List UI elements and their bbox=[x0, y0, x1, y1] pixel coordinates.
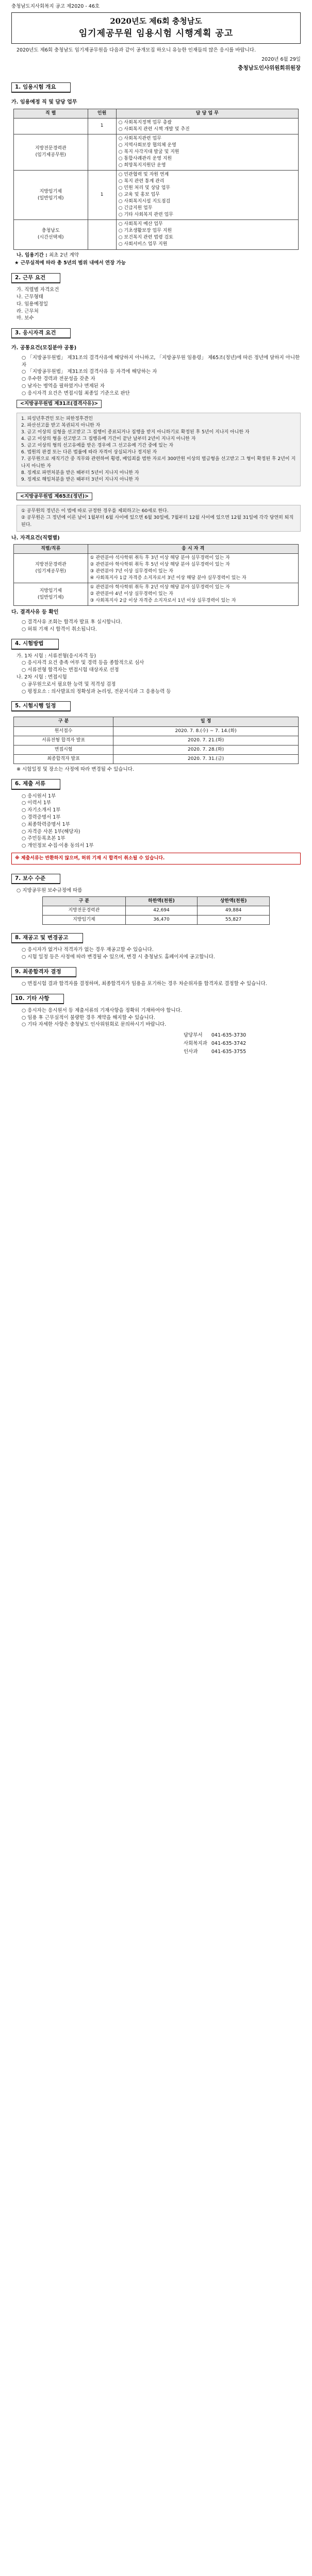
requirement-line: ○ 남자는 병역을 필하였거나 면제된 자 bbox=[22, 383, 105, 389]
pay-type: 지방임기제 bbox=[43, 915, 126, 924]
duties-rank: 지방전문경력관 (임기제공무원) bbox=[14, 134, 88, 170]
qualification-item: ③ 사회복지사 2급 이상 자격증 소지자로서 1년 이상 실무경력이 있는 자 bbox=[90, 598, 236, 604]
disqualification-item: 2. 파산선고를 받고 복권되지 아니한 자 bbox=[21, 423, 101, 429]
qualification-item: ① 관련분야 학사학위 취득 후 2년 이상 해당 분야 실무경력이 있는 자 bbox=[90, 585, 230, 590]
exam-line: ○ 응시자격 요건 충족 여부 및 경력 등을 종합적으로 심사 bbox=[22, 660, 144, 666]
pay-min: 42,694 bbox=[125, 906, 198, 915]
section-10-title: 10. 기타 사항 bbox=[11, 994, 64, 1004]
section-7-title: 7. 보수 수준 bbox=[11, 874, 60, 884]
qual-header-rank: 직렬/직류 bbox=[14, 545, 88, 554]
title-line-2: 임기제공무원 임용시험 시행계획 공고 bbox=[78, 28, 234, 39]
duty-item: ○ 기타 사회복지 관련 업무 bbox=[118, 212, 173, 218]
duty-item: ○ 통합사례관리 운영 지원 bbox=[118, 156, 172, 161]
qualification-item: ② 관련분야 학사학위 취득 후 5년 이상 해당 분야 실무경력이 있는 자 bbox=[90, 562, 230, 568]
section-3-sub1: 가. 공통요건(모집분야 공통) bbox=[11, 345, 77, 351]
qualification-cell bbox=[88, 554, 298, 583]
document-line: ○ 주민등록초본 1부 bbox=[22, 836, 65, 842]
retirement-item: ② 공무원은 그 정년에 이른 날이 1월부터 6월 사이에 있으면 6월 30일에, 7월부터 12월 사이에 있으면 12월 31일에 각각 당연히 퇴직된다. bbox=[21, 515, 294, 528]
disqualification-item: 9. 징계로 해임처분을 받은 때부터 3년이 지나지 아니한 자 bbox=[21, 477, 139, 482]
section-3-title: 3. 응시자격 요건 bbox=[11, 328, 71, 338]
period-label: 나. 임용기간 : bbox=[17, 252, 47, 258]
notice-org: 충청남도인사위원회위원장 bbox=[238, 64, 301, 71]
info-line: ○ 면접시험 결과 합격자를 결정하며, 최종합격자가 임용을 포기하는 경우 차순위자를 합격자로 결정할 수 있습니다. bbox=[22, 980, 267, 987]
duties-count: 1 bbox=[88, 118, 116, 134]
duty-item: ○ 사회복지 예산 업무 bbox=[118, 222, 163, 227]
duties-cell bbox=[116, 220, 298, 249]
pay-table bbox=[42, 896, 270, 925]
qualification-item: ④ 사회복지사 1급 자격증 소지자로서 3년 이상 해당 분야 실무경력이 있는 자 bbox=[90, 575, 247, 581]
condition-item: 마. 보수 bbox=[17, 315, 34, 321]
qualification-row bbox=[14, 554, 299, 583]
requirement-line: ○ 「지방공무원법」 제31조의 결격사유 등 자격에 해당하는 자 bbox=[22, 369, 157, 375]
section-3-sub3: 다. 결격사유 등 확인 bbox=[11, 609, 59, 616]
info-line: ○ 기타 자세한 사항은 충청남도 인사위원회로 문의하시기 바랍니다. bbox=[22, 1022, 167, 1028]
pay-header-min: 하한액(천원) bbox=[125, 896, 198, 906]
condition-item: 다. 임용예정일 bbox=[17, 301, 48, 307]
schedule-date: 2020. 7. 31.(금) bbox=[113, 754, 299, 764]
duty-item: ○ 보건복지 관련 법령 검토 bbox=[118, 235, 173, 241]
duty-item: ○ 긴급지원 업무 bbox=[118, 206, 153, 211]
schedule-type: 원서접수 bbox=[14, 726, 113, 736]
exam-line: ○ 공무원으로서 필요한 능력 및 적격성 검정 bbox=[22, 681, 116, 687]
notice-number: 충청남도지사회복지 공고 제2020 - 46호 bbox=[11, 4, 100, 9]
contact-phone: 041-635-3755 bbox=[211, 1048, 247, 1055]
pay-line: ○ 지방공무원 보수규정에 따름 bbox=[17, 888, 83, 894]
disqualification-item: 4. 금고 이상의 형을 선고받고 그 집행유예 기간이 끝난 날부터 2년이 지나지 아니한 자 bbox=[21, 436, 196, 442]
pay-min: 36,470 bbox=[125, 915, 198, 924]
schedule-header-type: 구 분 bbox=[14, 717, 113, 726]
qualification-item: ② 관련분야 4년 이상 실무경력이 있는 자 bbox=[90, 591, 173, 597]
duty-item: ○ 복지 사각지대 발굴 및 지원 bbox=[118, 149, 179, 155]
document-line: ○ 응시원서 1부 bbox=[22, 793, 56, 799]
section-6-title: 6. 제출 서류 bbox=[11, 779, 60, 789]
qualification-table bbox=[13, 544, 299, 606]
qualification-item: ① 관련분야 석사학위 취득 후 3년 이상 해당 분야 실무경력이 있는 자 bbox=[90, 555, 230, 561]
qualification-rank: 지방전문경력관 (임기제공무원) bbox=[14, 554, 88, 583]
document-line: ○ 자격증 사본 1부(해당자) bbox=[22, 828, 80, 835]
schedule-type: 면접시험 bbox=[14, 745, 113, 754]
schedule-table bbox=[13, 717, 299, 764]
requirement-line: ○ 우수한 경력과 전문성을 갖춘 자 bbox=[22, 376, 95, 382]
disqualification-item: 6. 법원의 판결 또는 다른 법률에 따라 자격이 상실되거나 정지된 자 bbox=[21, 450, 157, 455]
disqualification-item: 5. 금고 이상의 형의 선고유예를 받은 경우에 그 선고유예 기간 중에 있는 자 bbox=[21, 443, 174, 449]
contact-dept: 인사과 bbox=[184, 1048, 198, 1055]
schedule-type: 서류전형 합격자 발표 bbox=[14, 736, 113, 745]
duties-count bbox=[88, 134, 116, 170]
duties-rank bbox=[14, 118, 88, 134]
shade1-box bbox=[17, 413, 301, 486]
duties-cell bbox=[116, 118, 298, 134]
disqualification-item: 3. 금고 이상의 실형을 선고받고 그 집행이 종료되거나 집행을 받지 아니하기로 확정된 후 5년이 지나지 아니한 자 bbox=[21, 430, 250, 435]
info-line: ○ 시험 일정 등은 사정에 따라 변경될 수 있으며, 변경 시 충청남도 홈페이지에 공고합니다. bbox=[22, 954, 215, 960]
period-star-note: ★ 근무실적에 따라 총 5년의 범위 내에서 연장 가능 bbox=[14, 260, 126, 266]
section-8-title: 8. 재공고 및 변경공고 bbox=[11, 933, 83, 943]
duties-header-count: 인원 bbox=[88, 109, 116, 118]
section-1-title: 1. 임용시험 개요 bbox=[11, 82, 71, 93]
pay-row bbox=[43, 915, 270, 924]
check-line: ○ 허위 기재 시 합격이 취소됩니다. bbox=[22, 626, 97, 632]
duties-row bbox=[14, 220, 299, 249]
duties-rank: 지방임기제 (일반임기제) bbox=[14, 171, 88, 220]
contact-dept: 사회복지과 bbox=[184, 1041, 207, 1047]
contact-dept: 담당부서 bbox=[184, 1032, 203, 1039]
duties-row bbox=[14, 171, 299, 220]
shade2-header: <지방공무원법 제65조(정년)> bbox=[17, 493, 92, 501]
duty-item: ○ 사회서비스 업무 지원 bbox=[118, 242, 168, 247]
pay-max: 55,827 bbox=[198, 915, 270, 924]
contact-row bbox=[182, 1031, 248, 1040]
contact-phone: 041-635-3742 bbox=[211, 1041, 247, 1047]
section-3-lines bbox=[11, 354, 301, 397]
qualification-item: ③ 관련분야 7년 이상 실무경력이 있는 자 bbox=[90, 569, 173, 574]
document-line: ○ 경력증명서 1부 bbox=[22, 815, 61, 820]
duties-table bbox=[13, 109, 299, 250]
qualification-cell bbox=[88, 583, 298, 606]
duty-item: ○ 교육 및 홍보 업무 bbox=[118, 192, 160, 198]
qualification-rank: 지방임기제 (일반임기제) bbox=[14, 583, 88, 606]
section-2-list bbox=[11, 286, 301, 322]
period-value: 최초 2년 계약 bbox=[48, 252, 79, 258]
duty-item: ○ 복지 관련 통계 관리 bbox=[118, 179, 165, 184]
schedule-note: ※ 시험일정 및 장소는 사정에 따라 변경될 수 있습니다. bbox=[17, 766, 134, 772]
section-9-title: 9. 최종합격자 결정 bbox=[11, 967, 76, 977]
schedule-date: 2020. 7. 21.(화) bbox=[113, 736, 299, 745]
duty-item: ○ 지역사회보장 협의체 운영 bbox=[118, 142, 176, 148]
pay-max: 49,884 bbox=[198, 906, 270, 915]
schedule-type: 최종합격자 발표 bbox=[14, 754, 113, 764]
duties-header-rank: 직 렬 bbox=[14, 109, 88, 118]
qual-header-req: 응 시 자 격 bbox=[88, 545, 298, 554]
shade1-header: <지방공무원법 제31조(결격사유)> bbox=[17, 400, 102, 408]
pay-type: 지방전문경력관 bbox=[43, 906, 126, 915]
section-1-sub: 가. 임용예정 직 및 담당 업무 bbox=[11, 99, 77, 106]
pay-header-type: 구 분 bbox=[43, 896, 126, 906]
duty-item: ○ 희망복지지원단 운영 bbox=[118, 162, 166, 168]
contact-phone: 041-635-3730 bbox=[211, 1032, 247, 1039]
exam-line: 가. 1차 시험 : 서류전형(응시자격 등) bbox=[17, 653, 96, 659]
requirement-line: ○ 응시자격 요건은 면접시험 최종일 기준으로 판단 bbox=[22, 390, 130, 396]
info-line: ○ 응시자는 응시원서 등 제출서류의 기재사항을 정확히 기재하여야 합니다. bbox=[22, 1007, 182, 1013]
qualification-row bbox=[14, 583, 299, 606]
title-line-1: 2020년도 제6회 충청남도 bbox=[110, 16, 202, 26]
contact-row bbox=[182, 1048, 248, 1056]
duties-rank: 충청남도 (시간선택제) bbox=[14, 220, 88, 249]
schedule-date: 2020. 7. 8.(수) ~ 7. 14.(화) bbox=[113, 726, 299, 736]
duty-item: ○ 기초생활보장 업무 지원 bbox=[118, 228, 172, 234]
info-line: ○ 응시자가 없거나 적격자가 없는 경우 재공고할 수 있습니다. bbox=[22, 947, 154, 953]
notice-page bbox=[0, 0, 312, 1071]
document-line: ○ 개인정보 수집·이용 동의서 1부 bbox=[22, 843, 94, 849]
title-box bbox=[11, 12, 301, 44]
shade2-box bbox=[17, 505, 301, 531]
disqualification-item: 7. 공무원으로 재직기간 중 직무와 관련하여 횡령, 배임죄를 범한 자로서 300만원 이상의 벌금형을 선고받고 그 형이 확정된 후 2년이 지나지 아니한 자 bbox=[21, 456, 296, 469]
requirement-line: ○ 「지방공무원법」 제31조의 결격사유에 해당하지 아니하고, 「지방공무원 임용령」 제65조(정년)에 따른 정년에 달하지 아니한 자 bbox=[22, 354, 300, 368]
duty-item: ○ 사회복지정책 업무 총괄 bbox=[118, 120, 172, 125]
disqualification-item: 8. 징계로 파면처분을 받은 때부터 5년이 지나지 아니한 자 bbox=[21, 470, 139, 476]
notice-date: 2020년 6월 29일 bbox=[261, 56, 301, 62]
duties-count: 1 bbox=[88, 171, 116, 220]
info-line: ○ 임용 후 근무실적이 불량한 경우 계약을 해지할 수 있습니다. bbox=[22, 1014, 155, 1021]
section-3-sub2: 나. 자격요건(직렬별) bbox=[11, 535, 60, 541]
duty-item: ○ 사회복지관련 업무 bbox=[118, 135, 161, 141]
duties-row bbox=[14, 118, 299, 134]
pay-row bbox=[43, 906, 270, 915]
duty-item: ○ 민관협력 및 자원 연계 bbox=[118, 172, 169, 177]
duties-cell bbox=[116, 134, 298, 170]
condition-item: 나. 근무형태 bbox=[17, 294, 43, 300]
duties-cell bbox=[116, 171, 298, 220]
schedule-row bbox=[14, 745, 299, 754]
duties-header-duty: 담 당 업 무 bbox=[116, 109, 298, 118]
section-4-title: 4. 시험방법 bbox=[11, 639, 59, 649]
condition-item: 라. 근무처 bbox=[17, 308, 39, 314]
duty-item: ○ 민원 처리 및 상담 업무 bbox=[118, 185, 171, 191]
schedule-row bbox=[14, 754, 299, 764]
document-line: ○ 최종학력증명서 1부 bbox=[22, 821, 70, 827]
disqualification-item: 1. 피성년후견인 또는 피한정후견인 bbox=[21, 416, 93, 422]
section-2-title: 2. 근무 요건 bbox=[11, 273, 60, 283]
check-line: ○ 결격사유 조회는 합격자 발표 후 실시합니다. bbox=[22, 619, 122, 625]
schedule-header-date: 일 정 bbox=[113, 717, 299, 726]
document-line: ○ 이력서 1부 bbox=[22, 800, 52, 806]
document-line: ○ 자기소개서 1부 bbox=[22, 807, 61, 814]
exam-line: 나. 2차 시험 : 면접시험 bbox=[17, 674, 67, 680]
section-5-title: 5. 시험시행 일정 bbox=[11, 701, 71, 711]
documents-warning: ※ 제출서류는 반환하지 않으며, 허위 기재 시 합격이 취소될 수 있습니다. bbox=[11, 853, 301, 865]
duty-item: ○ 사회복지 관련 시책 개발 및 추진 bbox=[118, 126, 190, 132]
duties-row bbox=[14, 134, 299, 170]
schedule-date: 2020. 7. 28.(화) bbox=[113, 745, 299, 754]
contact-table bbox=[182, 1031, 248, 1056]
duty-item: ○ 사회복지시설 지도점검 bbox=[118, 199, 171, 205]
schedule-row bbox=[14, 736, 299, 745]
period-line bbox=[11, 252, 301, 259]
condition-item: 가. 직렬별 자격요건 bbox=[17, 287, 59, 293]
exam-line: ○ 평정요소 : 의사발표의 정확성과 논리성, 전문지식과 그 응용능력 등 bbox=[22, 688, 171, 694]
pay-header-max: 상한액(천원) bbox=[198, 896, 270, 906]
intro-text: 2020년도 제6회 충청남도 임기제공무원을 다음과 같이 공개모집 하오니 유능한 인재들의 많은 응시를 바랍니다. bbox=[17, 47, 256, 54]
exam-line: ○ 서류전형 합격자는 면접시험 대상자로 선정 bbox=[22, 667, 119, 673]
contact-row bbox=[182, 1040, 248, 1048]
retirement-item: ① 공무원의 정년은 이 법에 따로 규정한 경우를 제외하고는 60세로 한다. bbox=[21, 509, 169, 514]
duties-count bbox=[88, 220, 116, 249]
schedule-row bbox=[14, 726, 299, 736]
